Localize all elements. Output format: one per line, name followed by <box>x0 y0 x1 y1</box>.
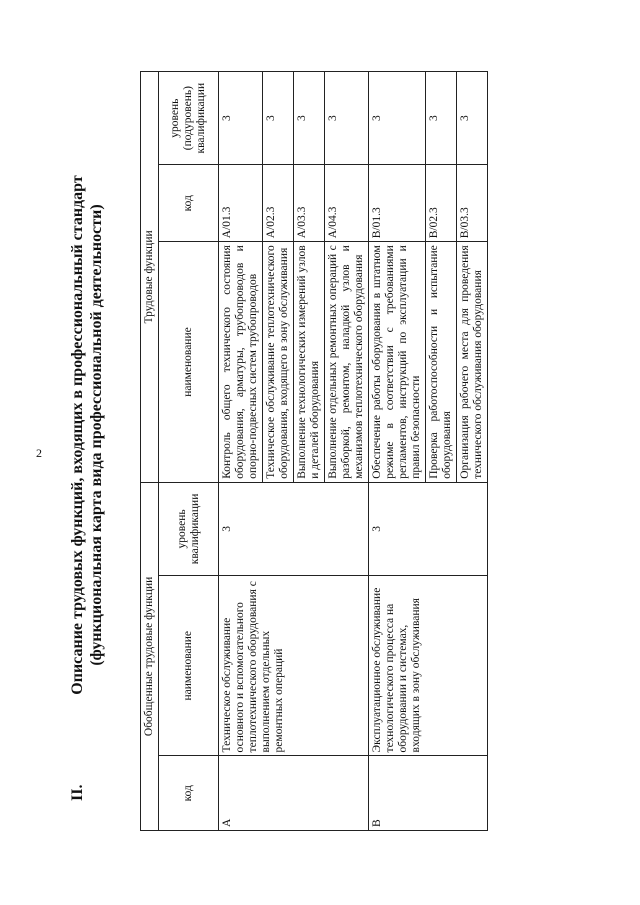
tf-level: 3 <box>457 72 488 165</box>
tf-code: B/02.3 <box>426 165 457 242</box>
otf-level: 3 <box>219 482 369 575</box>
section-number: II. <box>69 784 86 801</box>
header-tf-level: уровень (подуровень) квалификации <box>159 72 219 165</box>
tf-code: A/01.3 <box>219 165 263 242</box>
header-code: код <box>159 756 219 831</box>
table-row <box>219 72 263 831</box>
otf-level: 3 <box>369 482 488 575</box>
tf-name: Проверка работоспособности и испытание оборудования <box>426 242 457 483</box>
heading-line-1: Описание трудовых функций, входящих в профессиональный стандарт <box>69 175 86 695</box>
tf-name: Выполнение отдельных ремонтных операций с разборкой, ремонтом, наладкой узлов и механизмов теплотехнического оборудования <box>325 242 369 483</box>
tf-code: A/04.3 <box>325 165 369 242</box>
page-number: 2 <box>36 446 42 460</box>
heading-line-2: (функциональная карта вида профессиональной деятельности) <box>88 204 105 666</box>
tf-code: A/02.3 <box>263 165 294 242</box>
table-row <box>369 72 426 831</box>
tf-name: Контроль общего технического состояния оборудования, арматуры, трубопроводов и опорно-подвесных систем трубопроводов <box>219 242 263 483</box>
header-tf-name: наименование <box>159 242 219 483</box>
otf-name: Техническое обслуживание основного и вспомогательного теплотехнического оборудования с выполнением отдельных ремонтных операций <box>219 576 369 756</box>
tf-name: Обеспечение работы оборудования в штатном режиме в соответствии с требованиями регламентов, инструкций по эксплуатации и правил безопасности <box>369 242 426 483</box>
tf-level: 3 <box>369 72 426 165</box>
header-level: уровень квалификации <box>159 482 219 575</box>
tf-code: B/03.3 <box>457 165 488 242</box>
header-general-functions: Обобщенные трудовые функции <box>141 482 159 830</box>
otf-code: A <box>219 756 369 831</box>
rotated-page <box>60 45 610 845</box>
otf-name: Эксплуатационное обслуживание технологического процесса на оборудовании и системах, входящих в зону обслуживания <box>369 576 488 756</box>
tf-code: A/03.3 <box>294 165 325 242</box>
section-heading <box>68 105 106 801</box>
header-tf-code: код <box>159 165 219 242</box>
otf-code: B <box>369 756 488 831</box>
functional-map-table <box>140 71 488 831</box>
tf-level: 3 <box>219 72 263 165</box>
tf-name: Техническое обслуживание теплотехнического оборудования, входящего в зону обслуживания <box>263 242 294 483</box>
tf-code: B/01.3 <box>369 165 426 242</box>
tf-level: 3 <box>263 72 294 165</box>
tf-level: 3 <box>325 72 369 165</box>
tf-name: Выполнение технологических измерений узлов и деталей оборудования <box>294 242 325 483</box>
header-name: наименование <box>159 576 219 756</box>
tf-level: 3 <box>294 72 325 165</box>
tf-name: Организация рабочего места для проведения технического обслуживания оборудования <box>457 242 488 483</box>
header-labor-functions: Трудовые функции <box>141 72 159 483</box>
tf-level: 3 <box>426 72 457 165</box>
